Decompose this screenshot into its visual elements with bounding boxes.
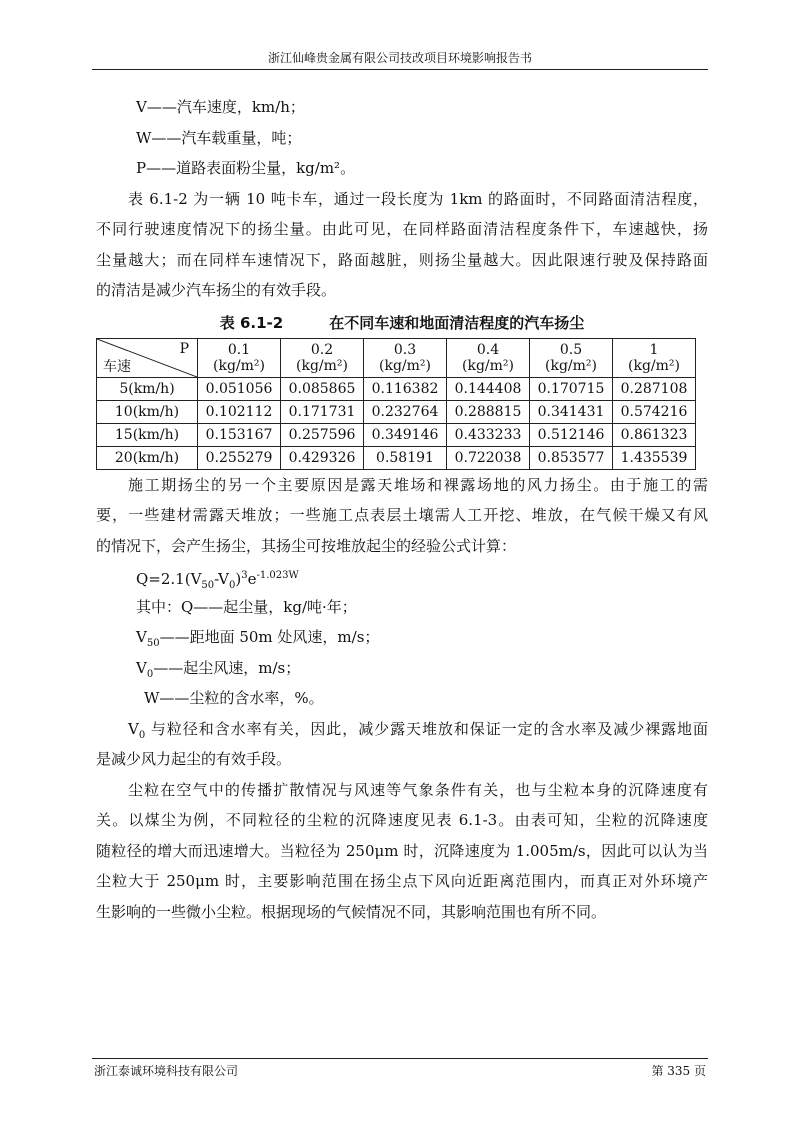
table-cell: 0.102112 — [198, 400, 281, 423]
row-speed: 15(km/h) — [97, 423, 198, 446]
paragraph-line: 施工期扬尘的另一个主要原因是露天堆场和裸露场地的风力扬尘。由于施工的需 — [128, 475, 708, 494]
table-cell: 0.722038 — [447, 446, 530, 469]
paragraph-wind-dust — [96, 470, 708, 562]
paragraph-line: 尘粒大于 250μm 时，主要影响范围在扬尘点下风向近距离范围内，而真正对外环境产 — [96, 872, 708, 890]
header-title: 浙江仙峰贵金属有限公司技改项目环境影响报告书 — [267, 51, 532, 65]
table-cell: 0.433233 — [447, 423, 530, 446]
table-cell: 0.170715 — [530, 377, 613, 400]
footer-company: 浙江泰诚环境科技有限公司 — [94, 1064, 239, 1078]
column-header: 0.4 (kg/m²) — [447, 338, 530, 377]
paragraph-line: 不同行驶速度情况下的扬尘量。由此可见，在同样路面清洁程度条件下，车速越快，扬 — [96, 220, 708, 238]
footer-page-number: 第 335 页 — [651, 1064, 706, 1078]
paragraph-v0 — [96, 714, 708, 775]
table-cell: 0.861323 — [613, 423, 696, 446]
paragraph-line: 的清洁是减少汽车扬尘的有效手段。 — [96, 281, 337, 299]
table-row — [97, 377, 696, 400]
paragraph-line: 要，一些建材需露天堆放；一些施工点表层土壤需人工开挖、堆放，在气候干燥又有风 — [96, 506, 708, 524]
paragraph-line: 尘粒在空气中的传播扩散情况与风速等气象条件有关，也与尘粒本身的沉降速度有 — [128, 780, 708, 799]
paragraph-line: 表 6.1-2 为一辆 10 吨卡车，通过一段长度为 1km 的路面时，不同路面清洁程度， — [128, 189, 708, 208]
table-cell: 0.429326 — [281, 446, 364, 469]
table-cell: 0.257596 — [281, 423, 364, 446]
corner-label-p: P — [179, 340, 189, 357]
table-cell: 0.853577 — [530, 446, 613, 469]
table-cell: 0.144408 — [447, 377, 530, 400]
paragraph-table-intro — [96, 184, 708, 306]
page-content — [96, 92, 708, 927]
column-header: 1 (kg/m²) — [613, 338, 696, 377]
paragraph-line: 随粒径的增大而迅速增大。当粒径为 250μm 时，沉降速度为 1.005m/s，因此可以认为当 — [96, 841, 708, 860]
definition-w-moisture: W——尘粒的含水率，%。 — [144, 689, 324, 707]
table-cell: 0.58191 — [364, 446, 447, 469]
table-cell: 0.116382 — [364, 377, 447, 400]
page-header — [92, 50, 708, 70]
column-header: 0.1 (kg/m²) — [198, 338, 281, 377]
table-cell: 0.349146 — [364, 423, 447, 446]
paragraph-line: 生影响的一些微小尘粒。根据现场的气候情况不同，其影响范围也有所不同。 — [96, 902, 607, 921]
table-row — [97, 423, 696, 446]
paragraph-line: 尘量越大；而在同样车速情况下，路面越脏，则扬尘量越大。因此限速行驶及保持路面 — [96, 250, 708, 269]
table-caption-text: 在不同车速和地面清洁程度的汽车扬尘 — [329, 313, 585, 332]
definition-v0: $V_0——$起尘风速，m/s； — [136, 658, 301, 680]
table-header-row — [97, 338, 696, 377]
paragraph-settling — [96, 775, 708, 928]
table-caption — [96, 308, 708, 338]
dust-table — [96, 338, 696, 470]
formula: $Q=2.1(V_{50}-V_0)^3e^{-1.023W}$ — [136, 570, 299, 591]
table-row — [97, 446, 696, 469]
table-cell: 0.288815 — [447, 400, 530, 423]
column-header: 0.5 (kg/m²) — [530, 338, 613, 377]
column-header: 0.3 (kg/m²) — [364, 338, 447, 377]
table-row — [97, 400, 696, 423]
table-cell: 0.171731 — [281, 400, 364, 423]
row-speed: 5(km/h) — [97, 377, 198, 400]
table-cell: 0.512146 — [530, 423, 613, 446]
paragraph-line: 是减少风力起尘的有效手段。 — [96, 750, 292, 768]
table-caption-number: 表 6.1-2 — [219, 313, 284, 332]
definition-v50: $V_{50}——$距地面 50m 处风速，m/s； — [136, 628, 380, 649]
table-cell: 0.255279 — [198, 446, 281, 469]
page-footer — [92, 1058, 708, 1079]
paragraph-line: 关。以煤尘为例，不同粒径的尘粒的沉降速度见表 6.1-3。由表可知，尘粒的沉降速度 — [96, 811, 708, 829]
paragraph-line: 的情况下，会产生扬尘，其扬尘可按堆放起尘的经验公式计算： — [96, 536, 517, 555]
table-cell: 0.574216 — [613, 400, 696, 423]
corner-label-speed: 车速 — [103, 358, 131, 375]
table-cell: 0.341431 — [530, 400, 613, 423]
column-header: 0.2 (kg/m²) — [281, 338, 364, 377]
row-speed: 20(km/h) — [97, 446, 198, 469]
table-cell: 0.232764 — [364, 400, 447, 423]
table-cell: 0.051056 — [198, 377, 281, 400]
definition-w: W——汽车载重量，吨； — [136, 128, 302, 147]
definition-p: P——道路表面粉尘量，kg/m²。 — [136, 159, 356, 177]
table-cell: 0.153167 — [198, 423, 281, 446]
table-corner-cell — [97, 338, 198, 377]
definition-v: V——汽车速度，km/h； — [136, 98, 305, 116]
definition-q: 其中：Q——起尘量，kg/吨·年； — [136, 597, 357, 616]
table-cell: 0.085865 — [281, 377, 364, 400]
paragraph-line: $V_0$ 与粒径和含水率有关，因此，减少露天堆放和保证一定的含水率及减少裸露地面 — [128, 719, 708, 741]
row-speed: 10(km/h) — [97, 400, 198, 423]
table-cell: 0.287108 — [613, 377, 696, 400]
table-cell: 1.435539 — [613, 446, 696, 469]
